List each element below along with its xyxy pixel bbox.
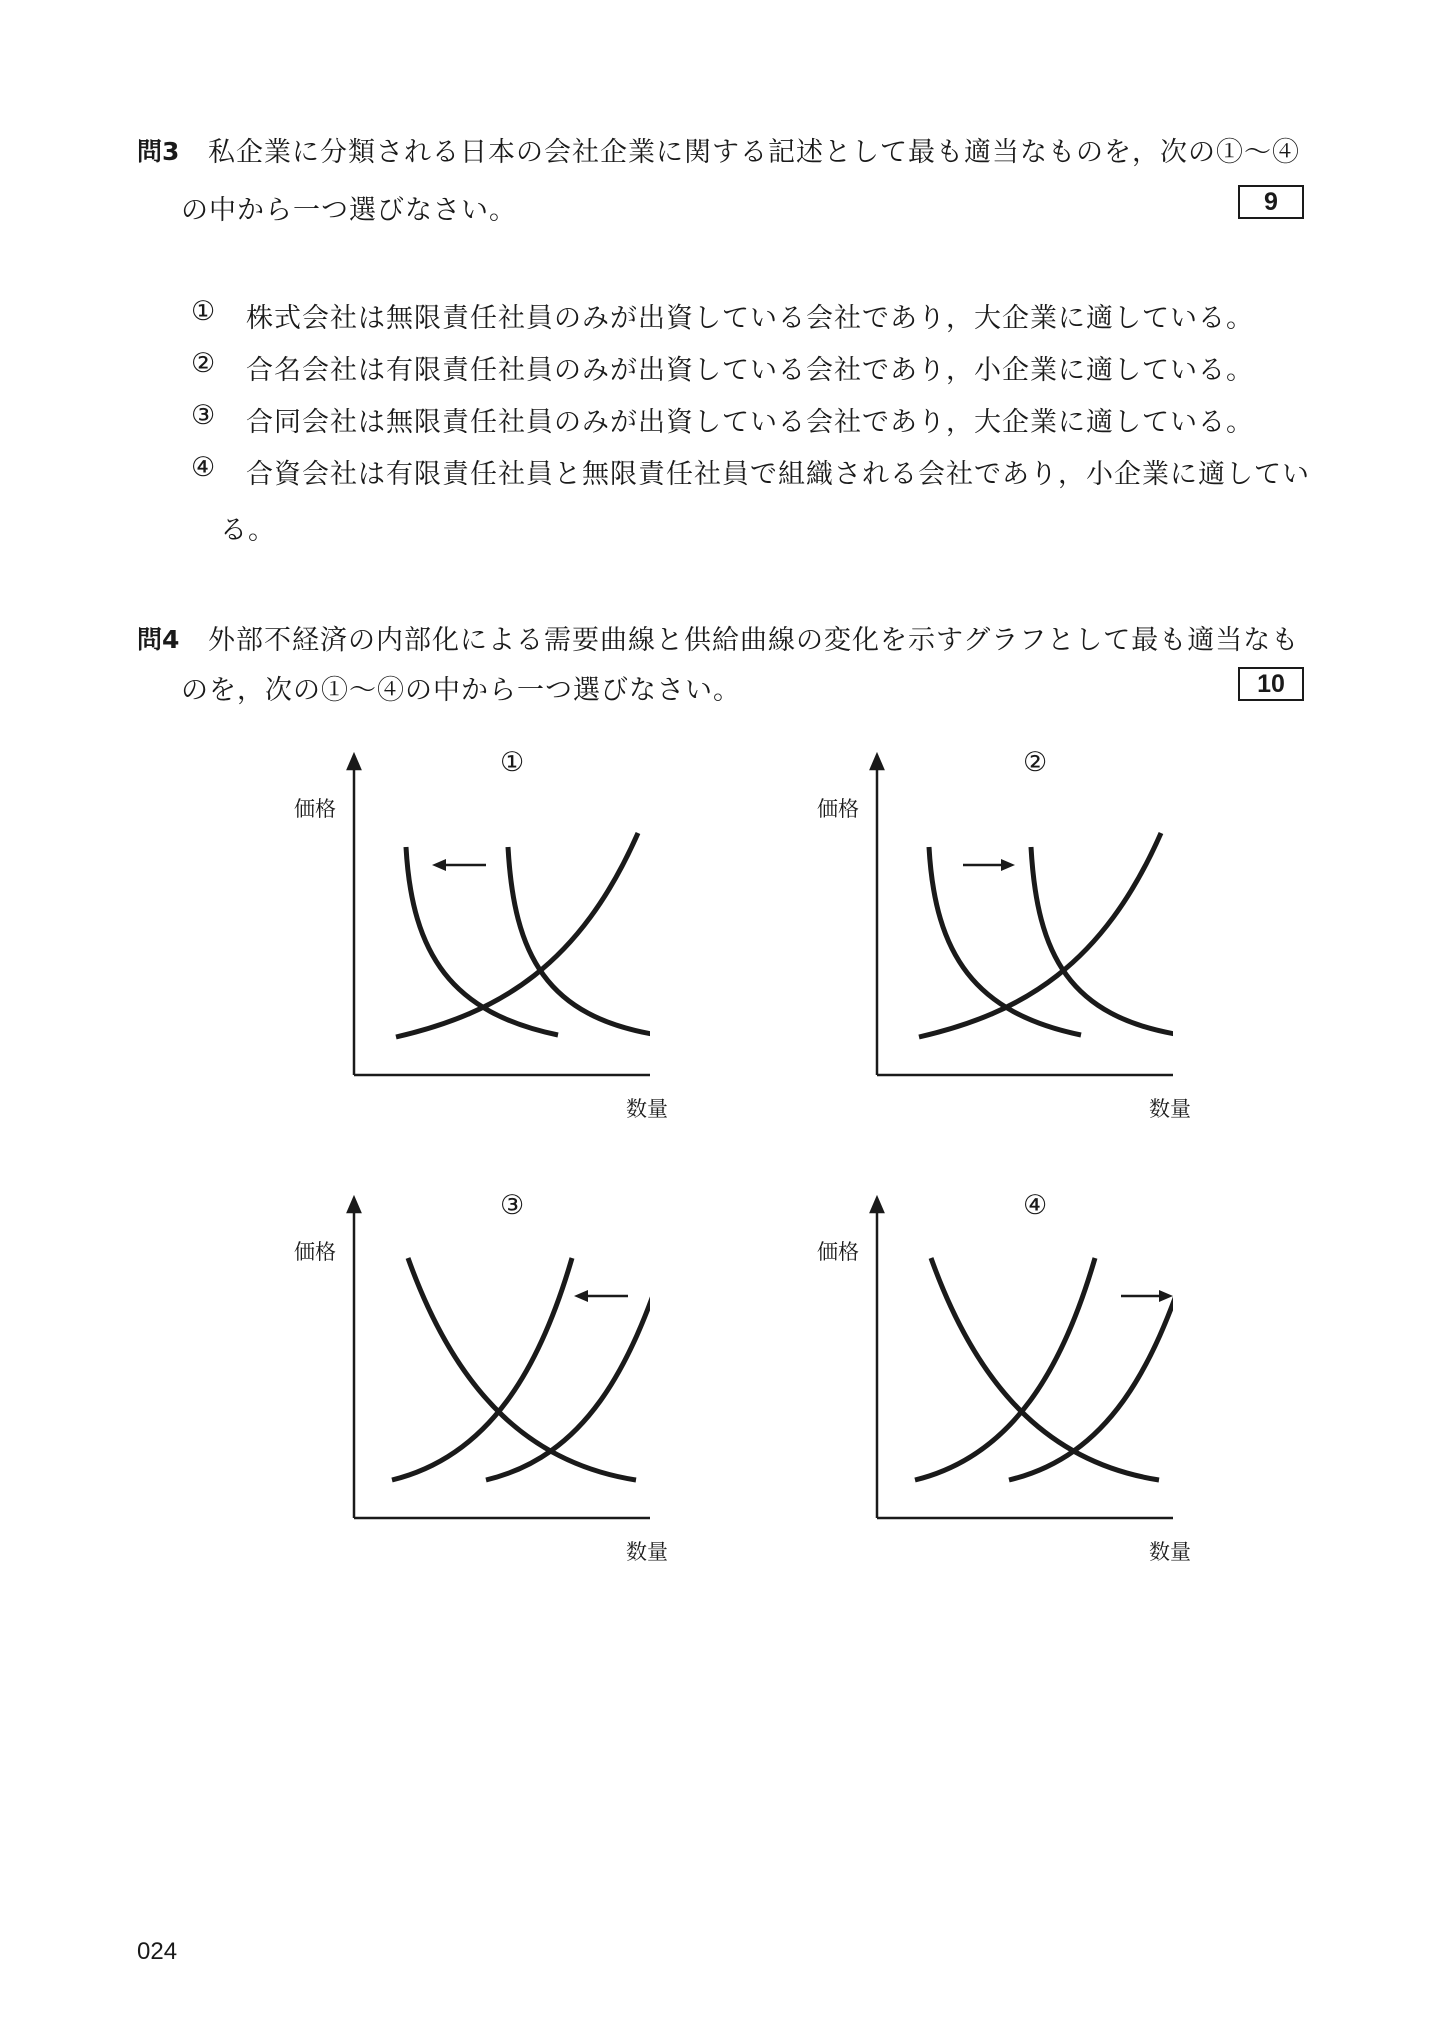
demand-curve-shifted bbox=[1031, 847, 1173, 1035]
graph-1 bbox=[290, 745, 668, 1145]
demand-curve-original bbox=[508, 847, 650, 1035]
y-axis-label: 価格 bbox=[817, 797, 859, 821]
graph-mark: ③ bbox=[500, 1190, 525, 1221]
graph-2 bbox=[813, 745, 1191, 1145]
option-mark: ③ bbox=[191, 400, 216, 431]
answer-box-9: 9 bbox=[1238, 185, 1304, 219]
graph-mark: ② bbox=[1023, 747, 1048, 778]
supply-curve bbox=[396, 833, 638, 1037]
option-mark: ④ bbox=[191, 452, 216, 483]
shift-arrow-right-icon bbox=[1121, 1290, 1173, 1302]
graph-mark: ① bbox=[500, 747, 525, 778]
graph-2-plot bbox=[813, 745, 1173, 1145]
graph-4 bbox=[813, 1188, 1191, 1588]
option-text: 合同会社は無限責任社員のみが出資している会社であり，大企業に適している。 bbox=[246, 407, 1254, 438]
page-number: 024 bbox=[137, 1938, 178, 1965]
shift-arrow-left-icon bbox=[432, 859, 486, 871]
graph-3-plot bbox=[290, 1188, 650, 1588]
option-text: 合名会社は有限責任社員のみが出資している会社であり，小企業に適している。 bbox=[246, 355, 1254, 386]
question-4-number: 問4 bbox=[137, 625, 180, 654]
option-text: 合資会社は有限責任社員と無限責任社員で組織される会社であり，小企業に適してい bbox=[246, 459, 1310, 490]
question-3-text-line2: の中から一つ選びなさい。 bbox=[181, 195, 517, 226]
demand-curve-original bbox=[929, 847, 1081, 1035]
option-mark: ② bbox=[191, 348, 216, 379]
x-axis-label: 数量 bbox=[1149, 1097, 1191, 1121]
shift-arrow-right-icon bbox=[963, 859, 1015, 871]
axes bbox=[348, 755, 650, 1075]
question-3-number: 問3 bbox=[137, 137, 180, 166]
y-axis-label: 価格 bbox=[294, 1240, 336, 1264]
answer-box-10: 10 bbox=[1238, 667, 1304, 701]
shift-arrow-left-icon bbox=[574, 1290, 628, 1302]
option-text-continued: る。 bbox=[220, 515, 276, 546]
graph-3 bbox=[290, 1188, 668, 1588]
demand-curve bbox=[931, 1258, 1159, 1480]
y-axis-label: 価格 bbox=[817, 1240, 859, 1264]
option-mark: ① bbox=[191, 296, 216, 327]
demand-curve-shifted bbox=[406, 847, 558, 1035]
x-axis-label: 数量 bbox=[626, 1097, 668, 1121]
question-4-text-line1: 外部不経済の内部化による需要曲線と供給曲線の変化を示すグラフとして最も適当なも bbox=[208, 625, 1300, 656]
supply-curve-original bbox=[486, 1258, 650, 1480]
y-axis-label: 価格 bbox=[294, 797, 336, 821]
supply-curve bbox=[919, 833, 1161, 1037]
x-axis-label: 数量 bbox=[626, 1540, 668, 1564]
axes bbox=[348, 1198, 650, 1518]
graph-mark: ④ bbox=[1023, 1190, 1048, 1221]
graph-4-plot bbox=[813, 1188, 1173, 1588]
demand-curve bbox=[408, 1258, 636, 1480]
supply-curve-shifted bbox=[1009, 1258, 1173, 1480]
axes bbox=[871, 755, 1173, 1075]
option-text: 株式会社は無限責任社員のみが出資している会社であり，大企業に適している。 bbox=[246, 303, 1254, 334]
question-4-text-line2: のを，次の①～④の中から一つ選びなさい。 bbox=[181, 675, 741, 706]
x-axis-label: 数量 bbox=[1149, 1540, 1191, 1564]
graph-1-plot bbox=[290, 745, 650, 1145]
axes bbox=[871, 1198, 1173, 1518]
question-3-text-line1: 私企業に分類される日本の会社企業に関する記述として最も適当なものを，次の①～④ bbox=[208, 137, 1300, 168]
